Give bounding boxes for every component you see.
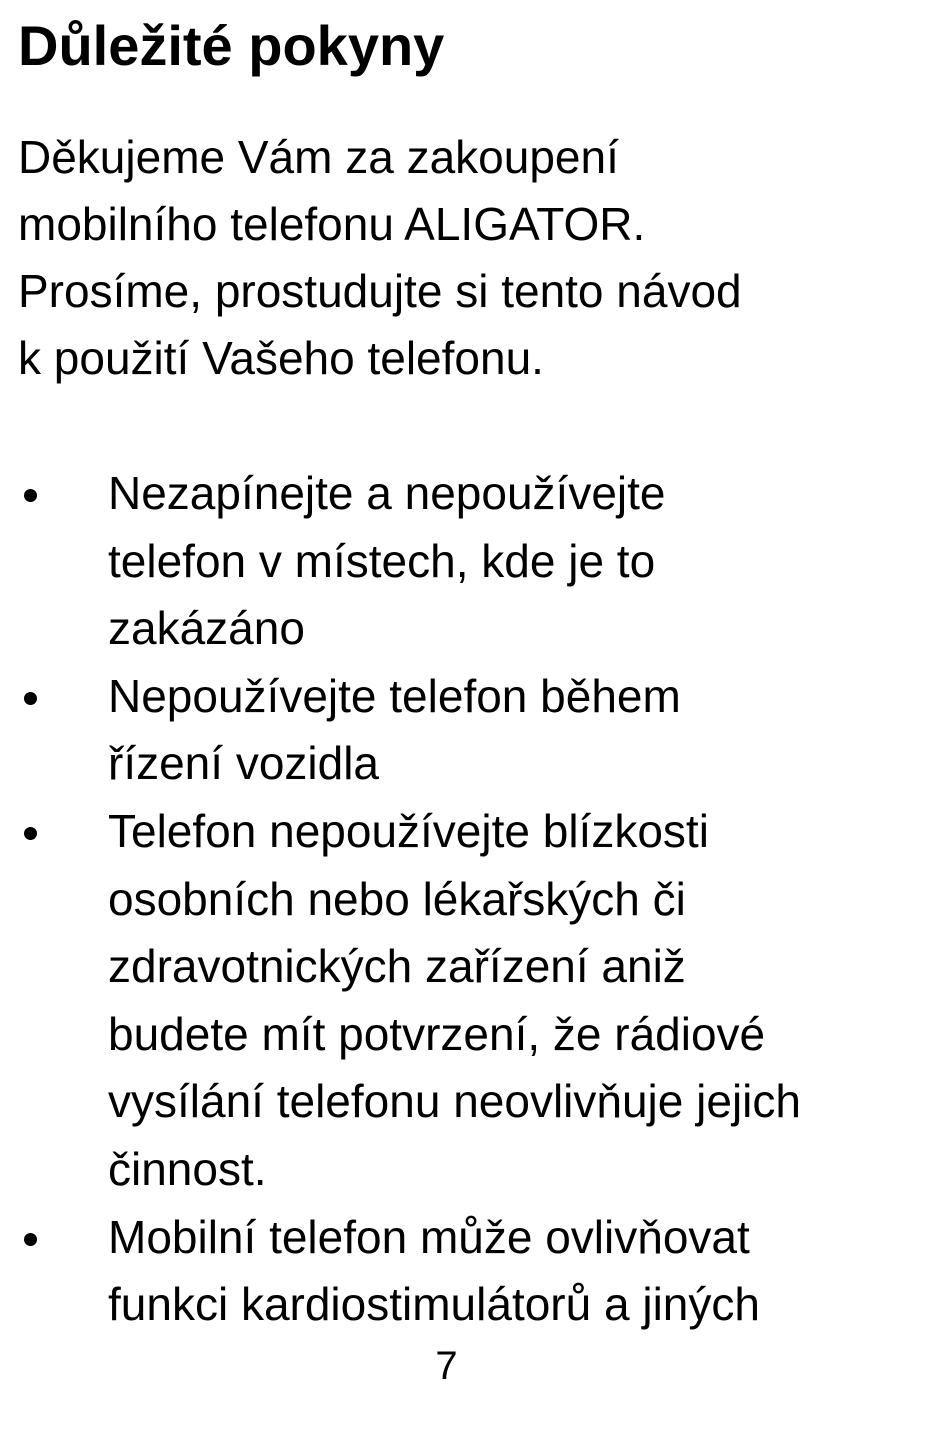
bullet-icon xyxy=(24,1233,37,1246)
list-item-line: zakázáno xyxy=(108,602,305,655)
list-item-line: funkci kardiostimulátorů a jiných xyxy=(108,1278,760,1331)
list-item-line: osobních nebo lékařských či xyxy=(108,872,686,925)
list-item-line: Nezapínejte a nepoužívejte xyxy=(108,467,666,519)
bullet-icon xyxy=(24,827,37,840)
list-item-line: Telefon nepoužívejte blízkosti xyxy=(108,804,709,857)
list-item xyxy=(0,798,950,1204)
intro-line: Prosíme, prostudujte si tento návod xyxy=(18,265,742,317)
list-item-line: vysílání telefonu neovlivňuje jejich xyxy=(108,1075,801,1128)
list-item-line: Mobilní telefon může ovlivňovat xyxy=(108,1210,750,1263)
list-item-line: činnost. xyxy=(108,1142,267,1195)
bullet-icon xyxy=(24,692,37,705)
intro-line: Děkujeme Vám za zakoupení xyxy=(18,131,619,183)
list-item xyxy=(0,460,950,663)
page-number: 7 xyxy=(435,1344,458,1388)
intro-paragraph xyxy=(18,124,918,392)
list-item-line: budete mít potvrzení, že rádiové xyxy=(108,1007,766,1060)
list-item-line: zdravotnických zařízení aniž xyxy=(108,940,686,993)
list-item-line: Nepoužívejte telefon během xyxy=(108,669,681,722)
bullet-icon xyxy=(24,489,37,502)
intro-line: k použití Vašeho telefonu. xyxy=(18,332,544,384)
page-title: Důležité pokyny xyxy=(18,14,445,77)
list-item-line: telefon v místech, kde je to xyxy=(108,534,656,587)
safety-instructions-list xyxy=(0,460,950,1339)
intro-line: mobilního telefonu ALIGATOR. xyxy=(18,198,646,250)
list-item xyxy=(0,663,950,798)
list-item-line: řízení vozidla xyxy=(108,737,380,790)
list-item xyxy=(0,1204,950,1339)
